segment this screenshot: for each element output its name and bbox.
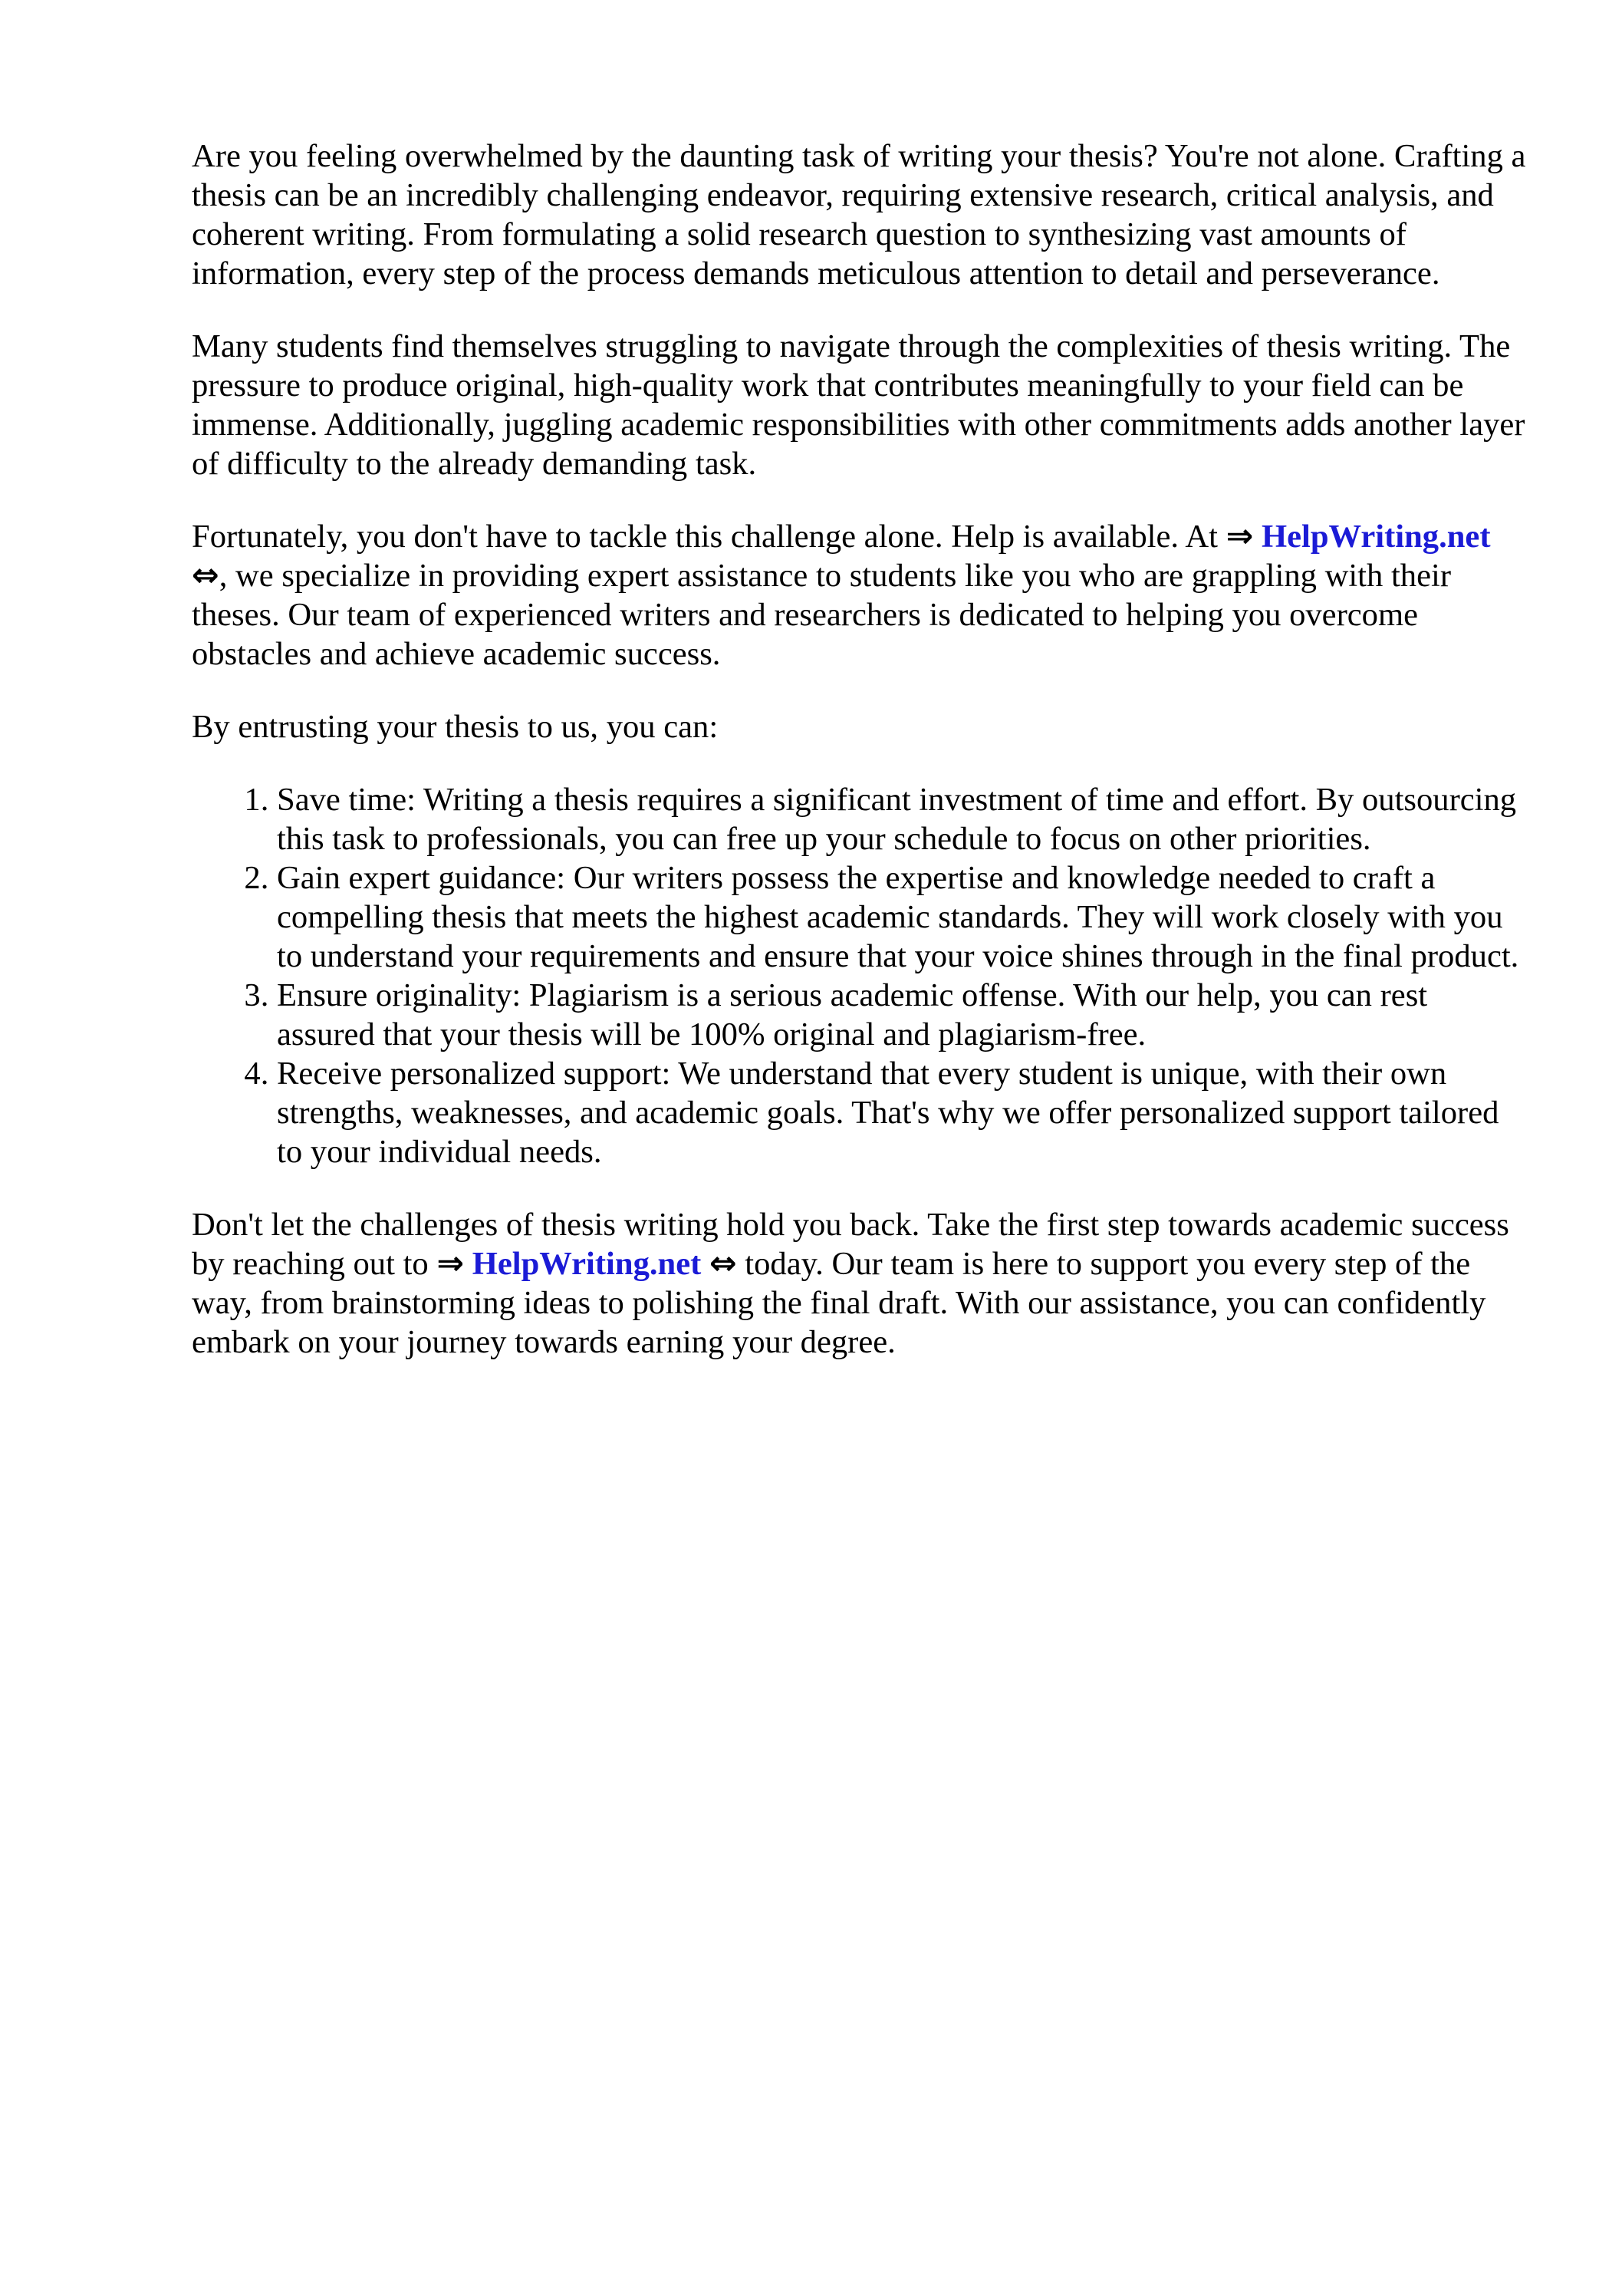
paragraph-intro <box>192 137 1526 293</box>
helpwriting-link[interactable]: HelpWriting.net <box>472 1246 702 1282</box>
list-item <box>277 780 1526 858</box>
paragraph-struggles <box>192 327 1526 483</box>
list-item <box>277 976 1526 1054</box>
paragraph-text: Many students find themselves struggling to navigate through the complexities of thesis writing. The pressure to produce original, high-quality work that contributes meaningfully to your field can be immense. Additionally, juggling academic responsibilities with other commitments adds another layer of difficulty to the already demanding task. <box>192 328 1525 482</box>
arrow-right-icon: ⇒ <box>436 1244 465 1283</box>
arrow-leftright-icon: ⇔ <box>709 1244 737 1283</box>
paragraph-text: By entrusting your thesis to us, you can: <box>192 709 719 745</box>
list-item <box>277 1054 1526 1171</box>
paragraph-closing <box>192 1205 1526 1362</box>
paragraph-help-available <box>192 517 1526 674</box>
paragraph-text: Fortunately, you don't have to tackle this challenge alone. Help is available. At <box>192 519 1226 555</box>
list-item-text: Receive personalized support: We understand that every student is unique, with their own strengths, weaknesses, and academic goals. That's why we offer personalized support tailored to your individual needs. <box>277 1056 1499 1170</box>
paragraph-list-lead <box>192 707 1526 746</box>
list-item <box>277 858 1526 976</box>
helpwriting-link[interactable]: HelpWriting.net <box>1261 519 1491 555</box>
benefits-list <box>192 780 1526 1171</box>
arrow-right-icon: ⇒ <box>1226 517 1254 555</box>
list-item-text: Save time: Writing a thesis requires a significant investment of time and effort. By outsourcing this task to professionals, you can free up your schedule to focus on other priorities. <box>277 782 1517 857</box>
paragraph-text: Are you feeling overwhelmed by the daunting task of writing your thesis? You're not alone. Crafting a thesis can be an incredibly challenging endeavor, requiring extensive research, critical analysis, and coherent writing. From formulating a solid research question to synthesizing vast amounts of information, every step of the process demands meticulous attention to detail and perseverance. <box>192 138 1526 292</box>
paragraph-text: today. Our team is here to support you every step of the way, from brainstorming ideas to polishing the final draft. With our assistance, you can confidently embark on your journey towards earning your degree. <box>192 1246 1486 1360</box>
list-item-text: Gain expert guidance: Our writers possess the expertise and knowledge needed to craft a compelling thesis that meets the highest academic standards. They will work closely with you to understand your requirements and ensure that your voice shines through in the final product. <box>277 860 1519 974</box>
arrow-leftright-icon: ⇔ <box>192 556 219 595</box>
paragraph-text: Don't let the challenges of thesis writing hold you back. Take the first step towards academic success by reaching out to <box>192 1207 1509 1282</box>
list-item-text: Ensure originality: Plagiarism is a serious academic offense. With our help, you can rest assured that your thesis will be 100% original and plagiarism-free. <box>277 977 1428 1052</box>
paragraph-text: , we specialize in providing expert assistance to students like you who are grappling with their theses. Our team of experienced writers and researchers is dedicated to helping you overcome obstacles and achieve academic success. <box>192 558 1452 672</box>
